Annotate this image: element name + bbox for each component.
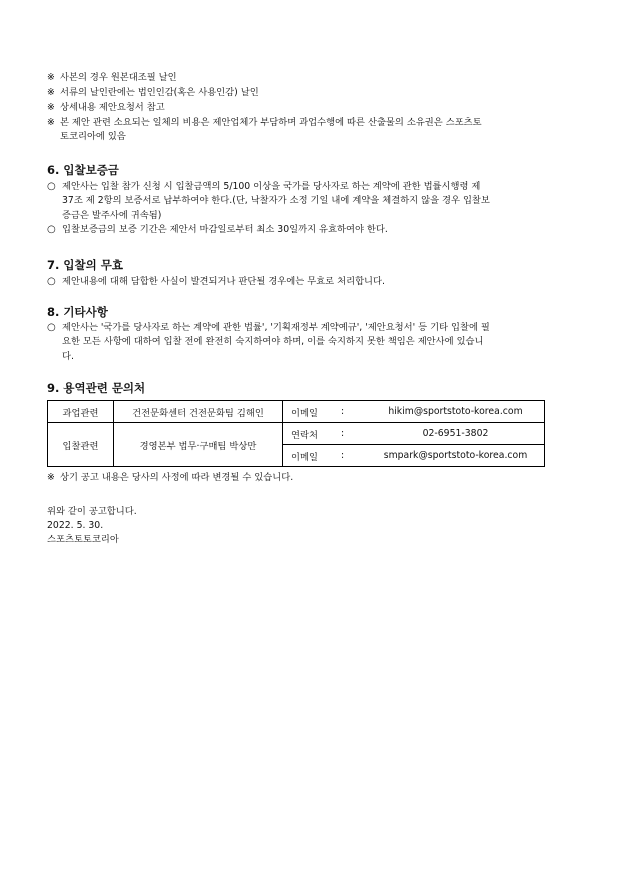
note-item	[47, 71, 177, 85]
note-text: 본 제안 관련 소요되는 일체의 비용은 제안업체가 부담하며 과업수행에 따른 산출물의 소유권은 스포츠토	[60, 117, 482, 128]
note-item	[47, 116, 482, 130]
paragraph-line: 제안사는 '국가를 당사자로 하는 계약에 관한 법률', '기획재정부 계약예규', '제안요청서' 등 기타 입찰에 필	[62, 322, 490, 333]
reference-mark: ※	[47, 472, 55, 483]
circle-bullet-icon: ○	[47, 224, 56, 235]
note-text: 상세내용 제안요청서 참고	[60, 102, 165, 113]
note-text: 상기 공고 내용은 당사의 사정에 따라 변경될 수 있습니다.	[60, 472, 294, 483]
dept-cell: 과업관련	[48, 401, 114, 423]
circle-bullet-icon: ○	[47, 322, 56, 333]
note-text: 사본의 경우 원본대조필 날인	[60, 72, 177, 83]
note-item	[47, 101, 165, 115]
circle-bullet-icon: ○	[47, 181, 56, 192]
circle-bullet-icon: ○	[47, 276, 56, 287]
contact-info-cell	[283, 401, 545, 423]
organization-name: 스포츠토토코리아	[47, 534, 119, 545]
section-7-title: 7. 입찰의 무효	[47, 258, 123, 272]
section-6-item-2	[47, 223, 579, 237]
section-6-title: 6. 입찰보증금	[47, 163, 119, 177]
table-row	[48, 401, 545, 423]
contact-label: 이메일	[291, 451, 318, 463]
paragraph-line: 다.	[62, 350, 74, 362]
announcement-date: 2022. 5. 30.	[47, 520, 104, 531]
reference-mark: ※	[47, 72, 55, 83]
paragraph-line: 요한 모든 사항에 대하여 입찰 전에 완전히 숙지하여야 하며, 이를 숙지하지 못한 책임은 제안사에 있습니	[62, 336, 484, 348]
contact-colon: :	[341, 406, 345, 417]
change-notice	[47, 471, 293, 485]
person-cell: 경영본부 법무·구매팀 박상만	[114, 423, 283, 467]
contact-label: 이메일	[291, 407, 318, 419]
contact-email: smpark@sportstoto-korea.com	[383, 450, 528, 461]
dept-cell: 입찰관련	[48, 423, 114, 467]
section-7-item-1	[47, 275, 579, 289]
note-text-continued: 토코리아에 있음	[60, 131, 126, 142]
note-text: 서류의 날인란에는 법인인감(혹은 사용인감) 날인	[60, 87, 259, 98]
table-row	[48, 423, 545, 445]
reference-mark: ※	[47, 102, 55, 113]
paragraph-line: 제안내용에 대해 담합한 사실이 발견되거나 판단될 경우에는 무효로 처리합니다.	[62, 276, 385, 287]
contact-info-cell	[283, 423, 545, 445]
contact-table	[47, 400, 545, 467]
paragraph-line: 입찰보증금의 보증 기간은 제안서 마감일로부터 최소 30일까지 유효하여야 한다.	[62, 224, 388, 235]
contact-colon: :	[341, 428, 345, 439]
note-item	[47, 86, 259, 100]
contact-info-cell	[283, 445, 545, 467]
paragraph-line: 제안사는 입찰 참가 신청 시 입찰금액의 5/100 이상을 국가를 당사자로 하는 계약에 관한 법률시행령 제	[62, 181, 481, 192]
contact-email: hikim@sportstoto-korea.com	[388, 406, 523, 417]
person-cell: 건전문화센터 건전문화팀 김해인	[114, 401, 283, 423]
reference-mark: ※	[47, 117, 55, 128]
contact-label: 연락처	[291, 429, 318, 441]
announcement-line: 위와 같이 공고합니다.	[47, 506, 137, 517]
paragraph-line: 증금은 발주사에 귀속됨)	[62, 209, 162, 221]
paragraph-line: 37조 제 2항의 보증서로 납부하여야 한다.(단, 낙찰자가 소정 기일 내에 계약을 체결하지 않을 경우 입찰보	[62, 195, 490, 207]
reference-mark: ※	[47, 87, 55, 98]
contact-phone: 02-6951-3802	[422, 428, 489, 439]
section-8-item-1	[47, 321, 579, 364]
section-6-item-1	[47, 180, 579, 223]
section-9-title: 9. 용역관련 문의처	[47, 381, 146, 395]
contact-colon: :	[341, 450, 345, 461]
section-8-title: 8. 기타사항	[47, 305, 108, 319]
